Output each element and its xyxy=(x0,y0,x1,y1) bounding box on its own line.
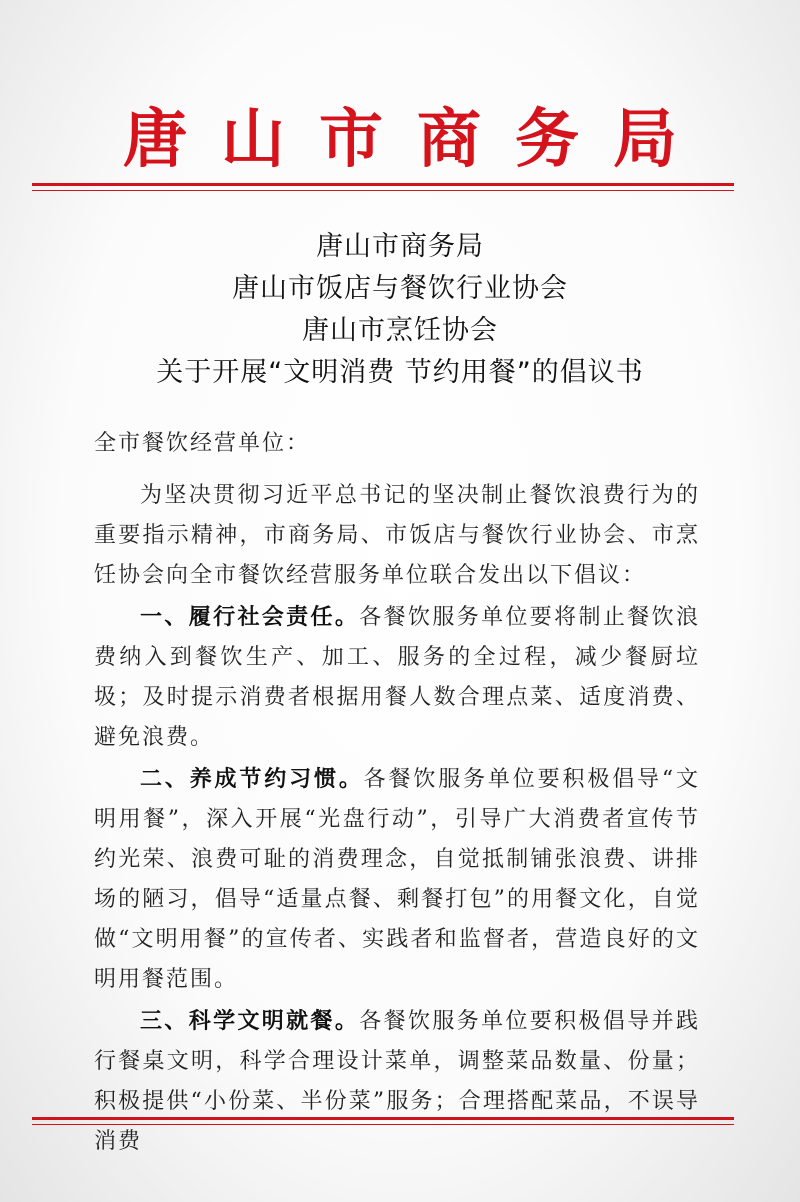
title-line: 唐山市商务局 xyxy=(316,231,484,262)
paragraph-1 xyxy=(94,597,700,758)
paragraph-text: 各餐饮服务单位要积极倡导并践行餐桌文明，科学合理设计菜单，调整菜品数量、份量；积极提供“小份菜、半份菜”服务；合理搭配菜品，不误导消费 xyxy=(94,1009,700,1154)
paragraph-heading: 二、养成节约习惯。 xyxy=(140,766,364,792)
footer-rule-thick xyxy=(32,1117,734,1120)
letterhead-rule-thick xyxy=(32,183,734,186)
paragraph-2 xyxy=(94,759,700,1000)
paragraph-text: 为坚决贯彻习近平总书记的坚决制止餐饮浪费行为的重要指示精神，市商务局、市饭店与餐饮行业协会、市烹饪协会向全市餐饮经营服务单位联合发出以下倡议： xyxy=(94,483,700,588)
paragraph-heading: 三、科学文明就餐。 xyxy=(140,1008,360,1034)
paragraph-text: 各餐饮服务单位要将制止餐饮浪费纳入到餐饮生产、加工、服务的全过程，减少餐厨垃圾；及时提示消费者根据用餐人数合理点菜、适度消费、避免浪费。 xyxy=(94,605,700,750)
document-titles xyxy=(0,226,800,394)
letterhead-title: 唐山市商务局 xyxy=(123,102,711,177)
title-line: 关于开展“文明消费 节约用餐”的倡议书 xyxy=(156,357,644,388)
footer-rule-thin xyxy=(32,1124,734,1125)
document-body xyxy=(94,424,700,1163)
salutation: 全市餐饮经营单位： xyxy=(94,431,311,456)
title-line: 唐山市饭店与餐饮行业协会 xyxy=(232,273,568,304)
title-line: 唐山市烹饪协会 xyxy=(302,315,498,346)
letterhead-rule-thin xyxy=(32,190,734,191)
paragraph-text: 各餐饮服务单位要积极倡导“文明用餐”，深入开展“光盘行动”，引导广大消费者宣传节约光荣、浪费可耻的消费理念，自觉抵制铺张浪费、讲排场的陋习，倡导“适量点餐、剩餐打包”的用餐文化，自觉做“文明用餐”的宣传者、实践者和监督者，营造良好的文明用餐范围。 xyxy=(94,767,700,992)
paragraph-3 xyxy=(94,1001,700,1162)
paragraph-intro xyxy=(94,475,700,596)
paragraph-heading: 一、履行社会责任。 xyxy=(140,604,360,630)
